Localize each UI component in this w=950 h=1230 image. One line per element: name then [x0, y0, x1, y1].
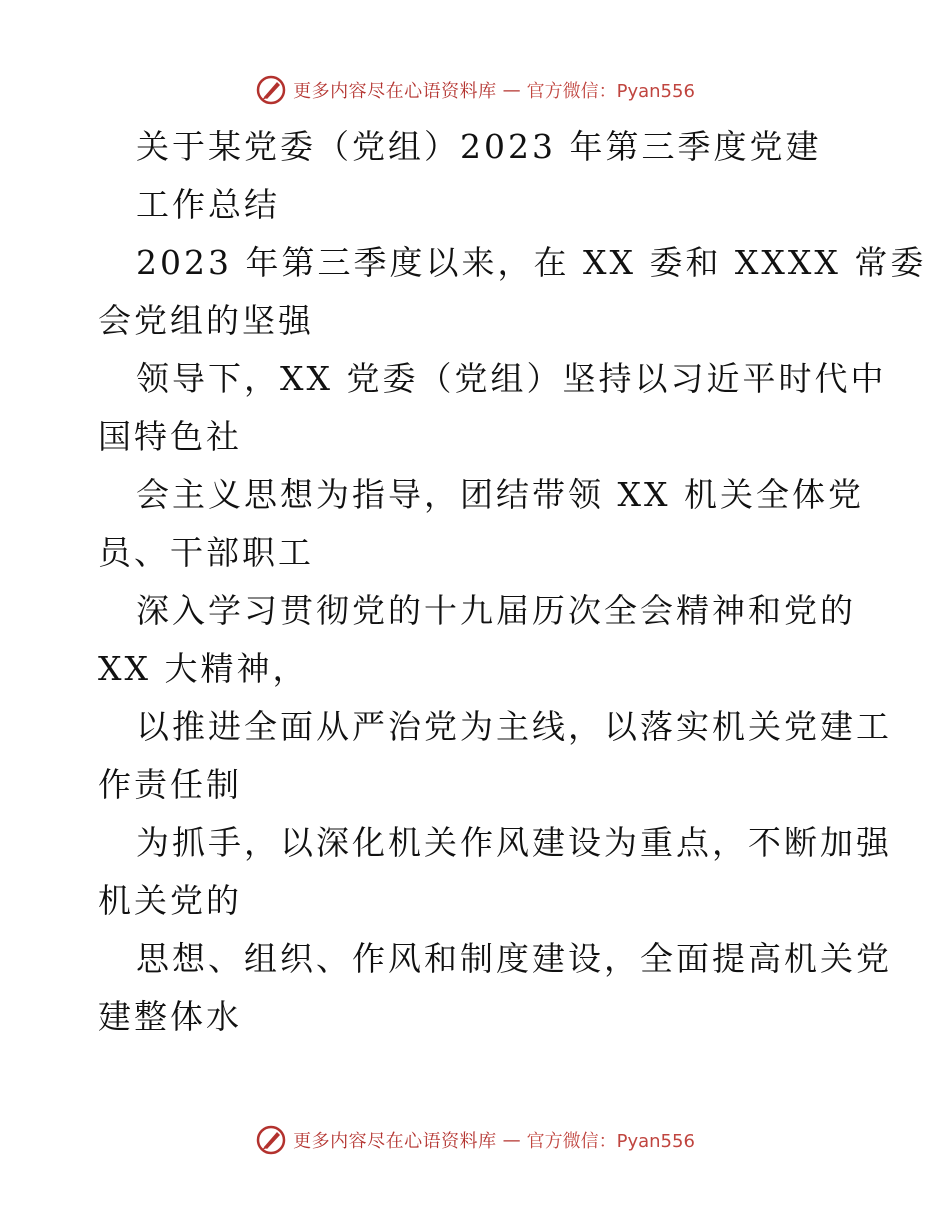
banner-text: 更多内容尽在心语资料库 — [293, 81, 497, 102]
text-line: 关于某党委（党组）2023 年第三季度党建 — [136, 127, 822, 166]
text-line: 作责任制 — [98, 765, 242, 804]
text-line: 2023 年第三季度以来，在 XX 委和 XXXX 常委 — [136, 243, 927, 282]
text-line: 国特色社 — [98, 417, 242, 456]
document-body — [98, 118, 927, 1046]
quill-pen-logo-icon — [255, 74, 287, 106]
banner-separator: — — [502, 1129, 521, 1151]
quill-pen-logo-icon — [255, 1124, 287, 1156]
text-line: 建整体水 — [98, 997, 242, 1036]
banner-text: 更多内容尽在心语资料库 — [293, 1131, 497, 1152]
banner-separator: — — [502, 79, 521, 101]
text-line: 以推进全面从严治党为主线，以落实机关党建工 — [136, 707, 892, 746]
text-line: 机关党的 — [98, 881, 242, 920]
text-line: 会主义思想为指导，团结带领 XX 机关全体党 — [136, 475, 864, 514]
text-line: XX 大精神， — [98, 649, 309, 688]
text-line: 为抓手，以深化机关作风建设为重点，不断加强 — [136, 823, 892, 862]
text-line: 思想、组织、作风和制度建设，全面提高机关党 — [136, 939, 892, 978]
text-line: 领导下，XX 党委（党组）坚持以习近平时代中 — [136, 359, 887, 398]
text-line: 会党组的坚强 — [98, 301, 314, 340]
banner-wechat: 官方微信：Pyan556 — [526, 81, 695, 102]
banner-wechat: 官方微信：Pyan556 — [526, 1131, 695, 1152]
text-line: 员、干部职工 — [98, 533, 314, 572]
text-line: 工作总结 — [136, 185, 280, 224]
footer-watermark-banner — [0, 1120, 950, 1160]
header-watermark-banner — [0, 70, 950, 110]
text-line: 深入学习贯彻党的十九届历次全会精神和党的 — [136, 591, 856, 630]
